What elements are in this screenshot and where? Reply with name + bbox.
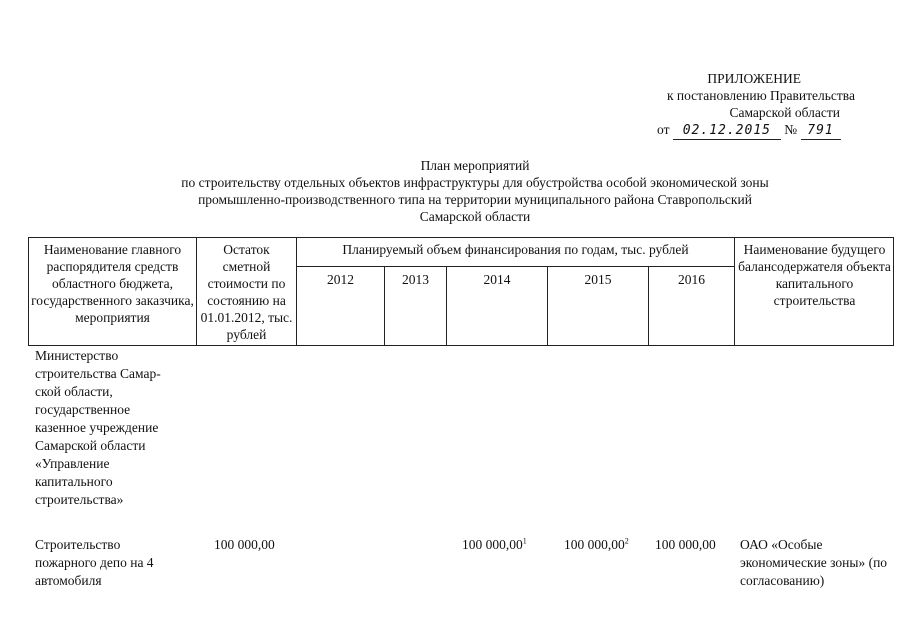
row-2016-value: 100 000,00 [655, 537, 716, 552]
row-measure-name: Строительство пожарного депо на 4 автомобиля [35, 537, 154, 588]
row-2014-value [462, 536, 552, 554]
header-year-2016: 2016 [678, 272, 705, 287]
appendix-line-1: к постановлению Правительства [666, 88, 855, 103]
ministry-name: Министерство строительства Самар-ской области, государственное казенное учреждение Самарской области «Управление капитального строительства» [35, 348, 161, 507]
plan-title-line-4: Самарской области [419, 209, 531, 224]
appendix-title: ПРИЛОЖЕНИЕ [707, 71, 801, 86]
row-2015-amount: 100 000,00 [564, 537, 625, 552]
row-2014-footnote: 1 [522, 536, 527, 546]
header-year-2012: 2012 [327, 272, 354, 287]
header-year-2013: 2013 [402, 272, 429, 287]
appendix-date-line [657, 122, 857, 140]
plan-title-line-3: промышленно-производственного типа на территории муниципального района Ставропольский [198, 192, 752, 207]
row-future-holder: ОАО «Особые экономические зоны» (по согласованию) [740, 537, 888, 588]
row-remaining-cost: 100 000,00 [214, 537, 275, 552]
header-year-2015: 2015 [584, 272, 612, 287]
header-year-2014: 2014 [483, 272, 511, 287]
appendix-line-2: Самарской области [729, 105, 840, 120]
date-prefix: от [657, 122, 670, 137]
number-value: 791 [801, 123, 841, 140]
row-2015-value [564, 536, 654, 554]
number-prefix: № [784, 122, 798, 137]
header-remaining-cost: Остаток сметной стоимости по состоянию на 01.01.2012, тыс. рублей [200, 242, 293, 342]
row-2015-footnote: 2 [624, 536, 629, 546]
header-main-distributor: Наименование главного распорядителя средств областного бюджета, государственного заказчика, мероприятия [31, 242, 194, 325]
header-financing-group: Планируемый объем финансирования по годам, тыс. рублей [342, 242, 689, 257]
plan-title-line-1: План мероприятий [420, 158, 530, 173]
header-future-holder: Наименование будущего балансодержателя объекта капитального строительства [738, 242, 891, 308]
row-2014-amount: 100 000,00 [462, 537, 523, 552]
date-value: 02.12.2015 [673, 123, 781, 140]
plan-title-line-2: по строительству отдельных объектов инфраструктуры для обустройства особой экономической зоны [181, 175, 769, 190]
